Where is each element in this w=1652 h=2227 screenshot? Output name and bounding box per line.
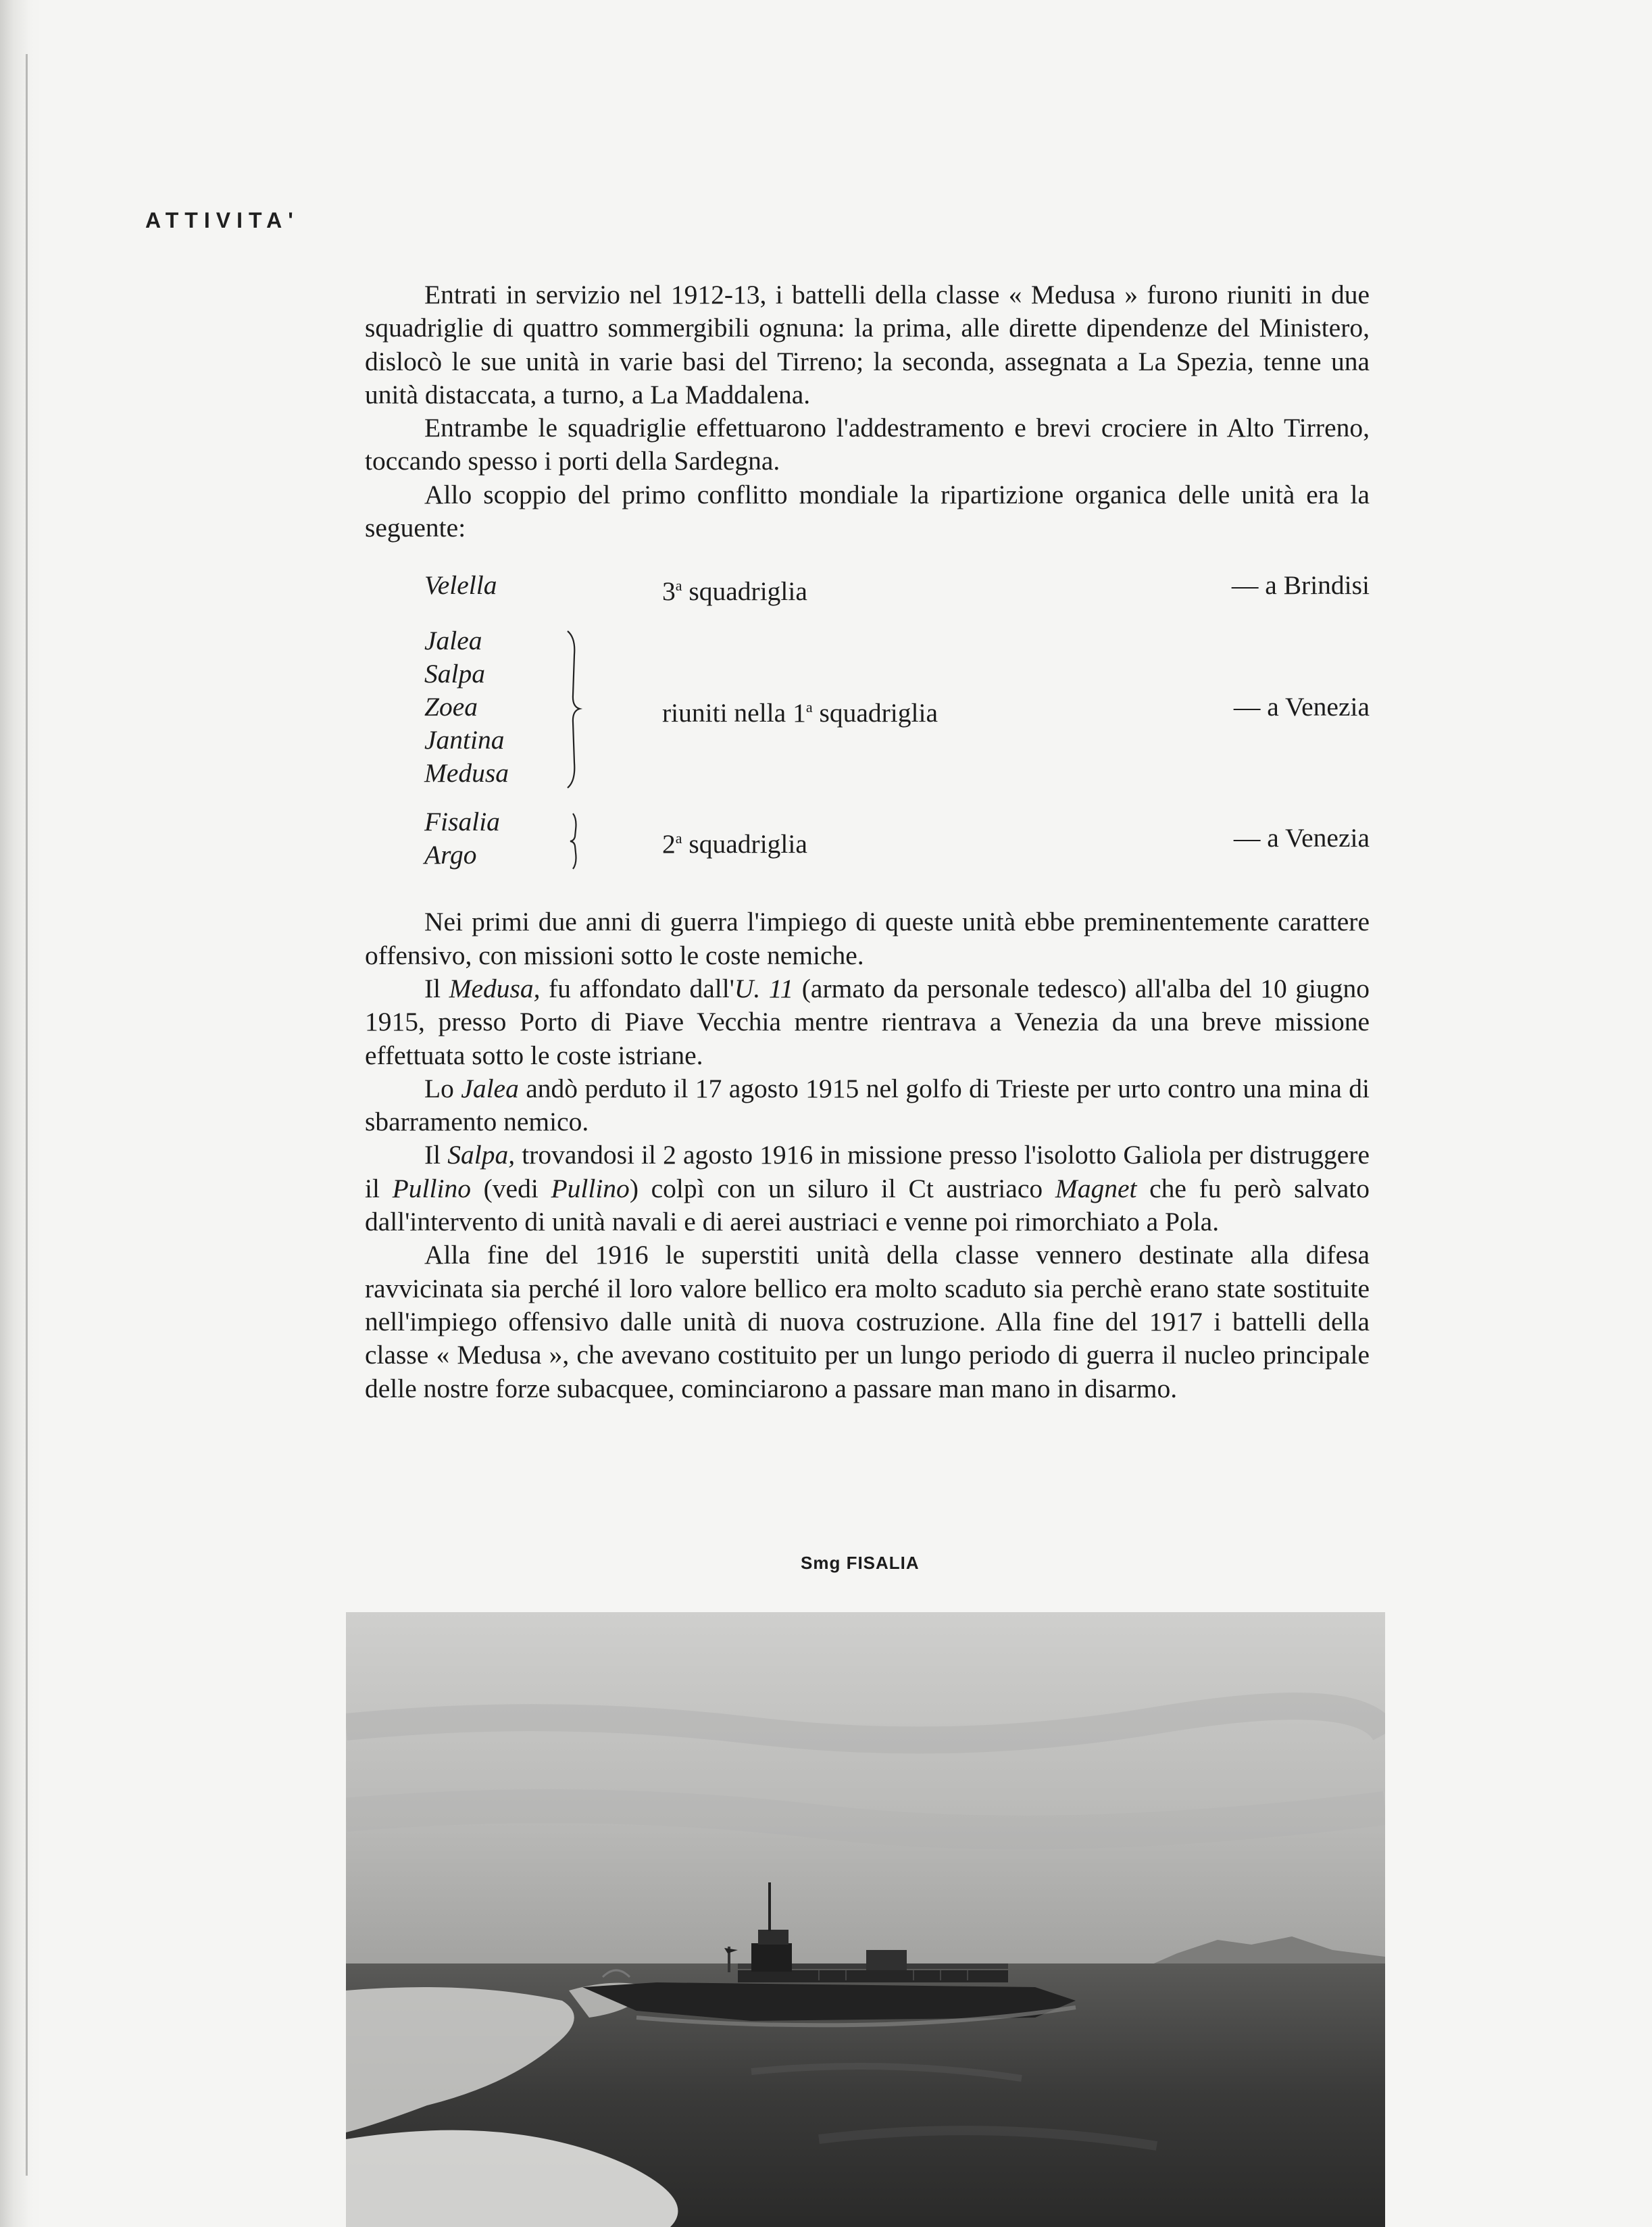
boat-name: Salpa <box>424 659 485 689</box>
ship-name: Pullino <box>392 1173 471 1203</box>
destination: — a Venezia <box>1233 692 1370 722</box>
squadron-roster <box>365 555 1370 888</box>
paragraph-2: Entrambe le squadriglie effettuarono l'addestramento e brevi crociere in Alto Tirreno, toccando spesso i porti della Sardegna. <box>365 413 1370 476</box>
ship-name: Magnet <box>1055 1173 1137 1203</box>
text-run: trovandosi il 2 agosto 1916 in missione presso l'isolotto Galiola per distruggere il <box>365 1140 1370 1203</box>
text-run: che fu però salvato dall'intervento di unità navali e di aerei austriaci e venne poi rimorchiato a Pola. <box>365 1173 1370 1237</box>
submarine-photo <box>346 1612 1385 2227</box>
ordinal-suffix: a <box>675 577 682 595</box>
boat-name: Medusa <box>424 758 509 789</box>
squadron-word: squadriglia <box>819 698 938 728</box>
boat-name: Jantina <box>424 725 505 755</box>
squadron-ordinal: 3 <box>662 576 676 607</box>
ship-name: U. 11 <box>734 973 794 1003</box>
paragraph-8: Alla fine del 1916 le superstiti unità della classe vennero destinate alla difesa ravvicinata sia perché il loro valore bellico era molto scaduto sia perchè erano state sostituite nell'impiego offensivo dalle unità di nuova costruzione. Alla fine del 1917 i battelli della classe « Medusa », che avevano costituito per un lungo periodo di guerra il nucleo principale delle nostre forze subacquee, cominciarono a passare man mano in disarmo. <box>365 1240 1370 1403</box>
boat-name: Argo <box>424 840 477 870</box>
destination: — a Venezia <box>1233 823 1370 853</box>
squadron-ordinal: 2 <box>662 829 676 859</box>
boat-name: Jalea <box>424 626 482 656</box>
text-run: Il <box>424 1140 448 1170</box>
submarine-illustration <box>346 1612 1385 2227</box>
squadron-word: squadriglia <box>689 576 807 607</box>
figure-caption: Smg FISALIA <box>801 1553 920 1573</box>
paragraph-5 <box>365 972 1370 1072</box>
text-run: (armato da personale tedesco) all'alba del 10 giugno 1915, presso Porto di Piave Vecchia mentre rientrava a Venezia da una breve missione effettuata sotto le coste istriane. <box>365 973 1370 1070</box>
text-run: Lo <box>424 1073 461 1103</box>
text-run: Il <box>424 973 449 1003</box>
ordinal-suffix: a <box>675 830 682 847</box>
boat-name: Zoea <box>424 692 478 722</box>
text-run: (vedi <box>470 1173 551 1203</box>
ship-name: Medusa, <box>449 973 541 1003</box>
squadron-word: squadriglia <box>689 829 807 859</box>
text-run: ) colpì con un siluro il Ct austriaco <box>629 1173 1055 1203</box>
assignment-prefix: riuniti nella <box>662 698 793 728</box>
ship-name: Pullino <box>551 1173 630 1203</box>
boat-name: Velella <box>424 570 497 601</box>
group-brace-icon <box>561 624 588 793</box>
boat-name: Fisalia <box>424 807 500 837</box>
squadron-ordinal: 1 <box>793 698 806 728</box>
paragraph-1: Entrati in servizio nel 1912-13, i battelli della classe « Medusa » furono riuniti in due squadriglie di quattro sommergibili ognuna: la prima, alle dirette dipendenze del Ministero, dislocò le sue unità in varie basi del Tirreno; la seconda, assegnata a La Spezia, tenne una unità distaccata, a turno, a La Maddalena. <box>365 280 1370 409</box>
group-brace-icon <box>561 809 588 872</box>
paragraph-6 <box>365 1072 1370 1139</box>
paragraph-3: Allo scoppio del primo conflitto mondiale la ripartizione organica delle unità era la seguente: <box>365 479 1370 543</box>
squadron-assignment <box>662 822 807 861</box>
section-title: ATTIVITA' <box>145 208 299 232</box>
paragraph-4: Nei primi due anni di guerra l'impiego di queste unità ebbe preminentemente carattere offensivo, con missioni sotto le coste nemiche. <box>365 907 1370 970</box>
squadron-assignment <box>662 569 807 608</box>
ship-name: Jalea <box>461 1073 519 1103</box>
text-run: andò perduto il 17 agosto 1915 nel golfo di Trieste per urto contro una mina di sbarramento nemico. <box>365 1073 1370 1137</box>
text-run: fu affondato dall' <box>540 973 734 1003</box>
paragraph-7 <box>365 1138 1370 1238</box>
ship-name: Salpa, <box>447 1140 516 1170</box>
page-binding-shadow <box>0 0 41 2227</box>
ordinal-suffix: a <box>805 699 813 716</box>
article-body <box>365 278 1370 1405</box>
squadron-assignment <box>662 691 938 730</box>
destination: — a Brindisi <box>1231 570 1370 601</box>
binding-crease <box>26 54 28 2176</box>
